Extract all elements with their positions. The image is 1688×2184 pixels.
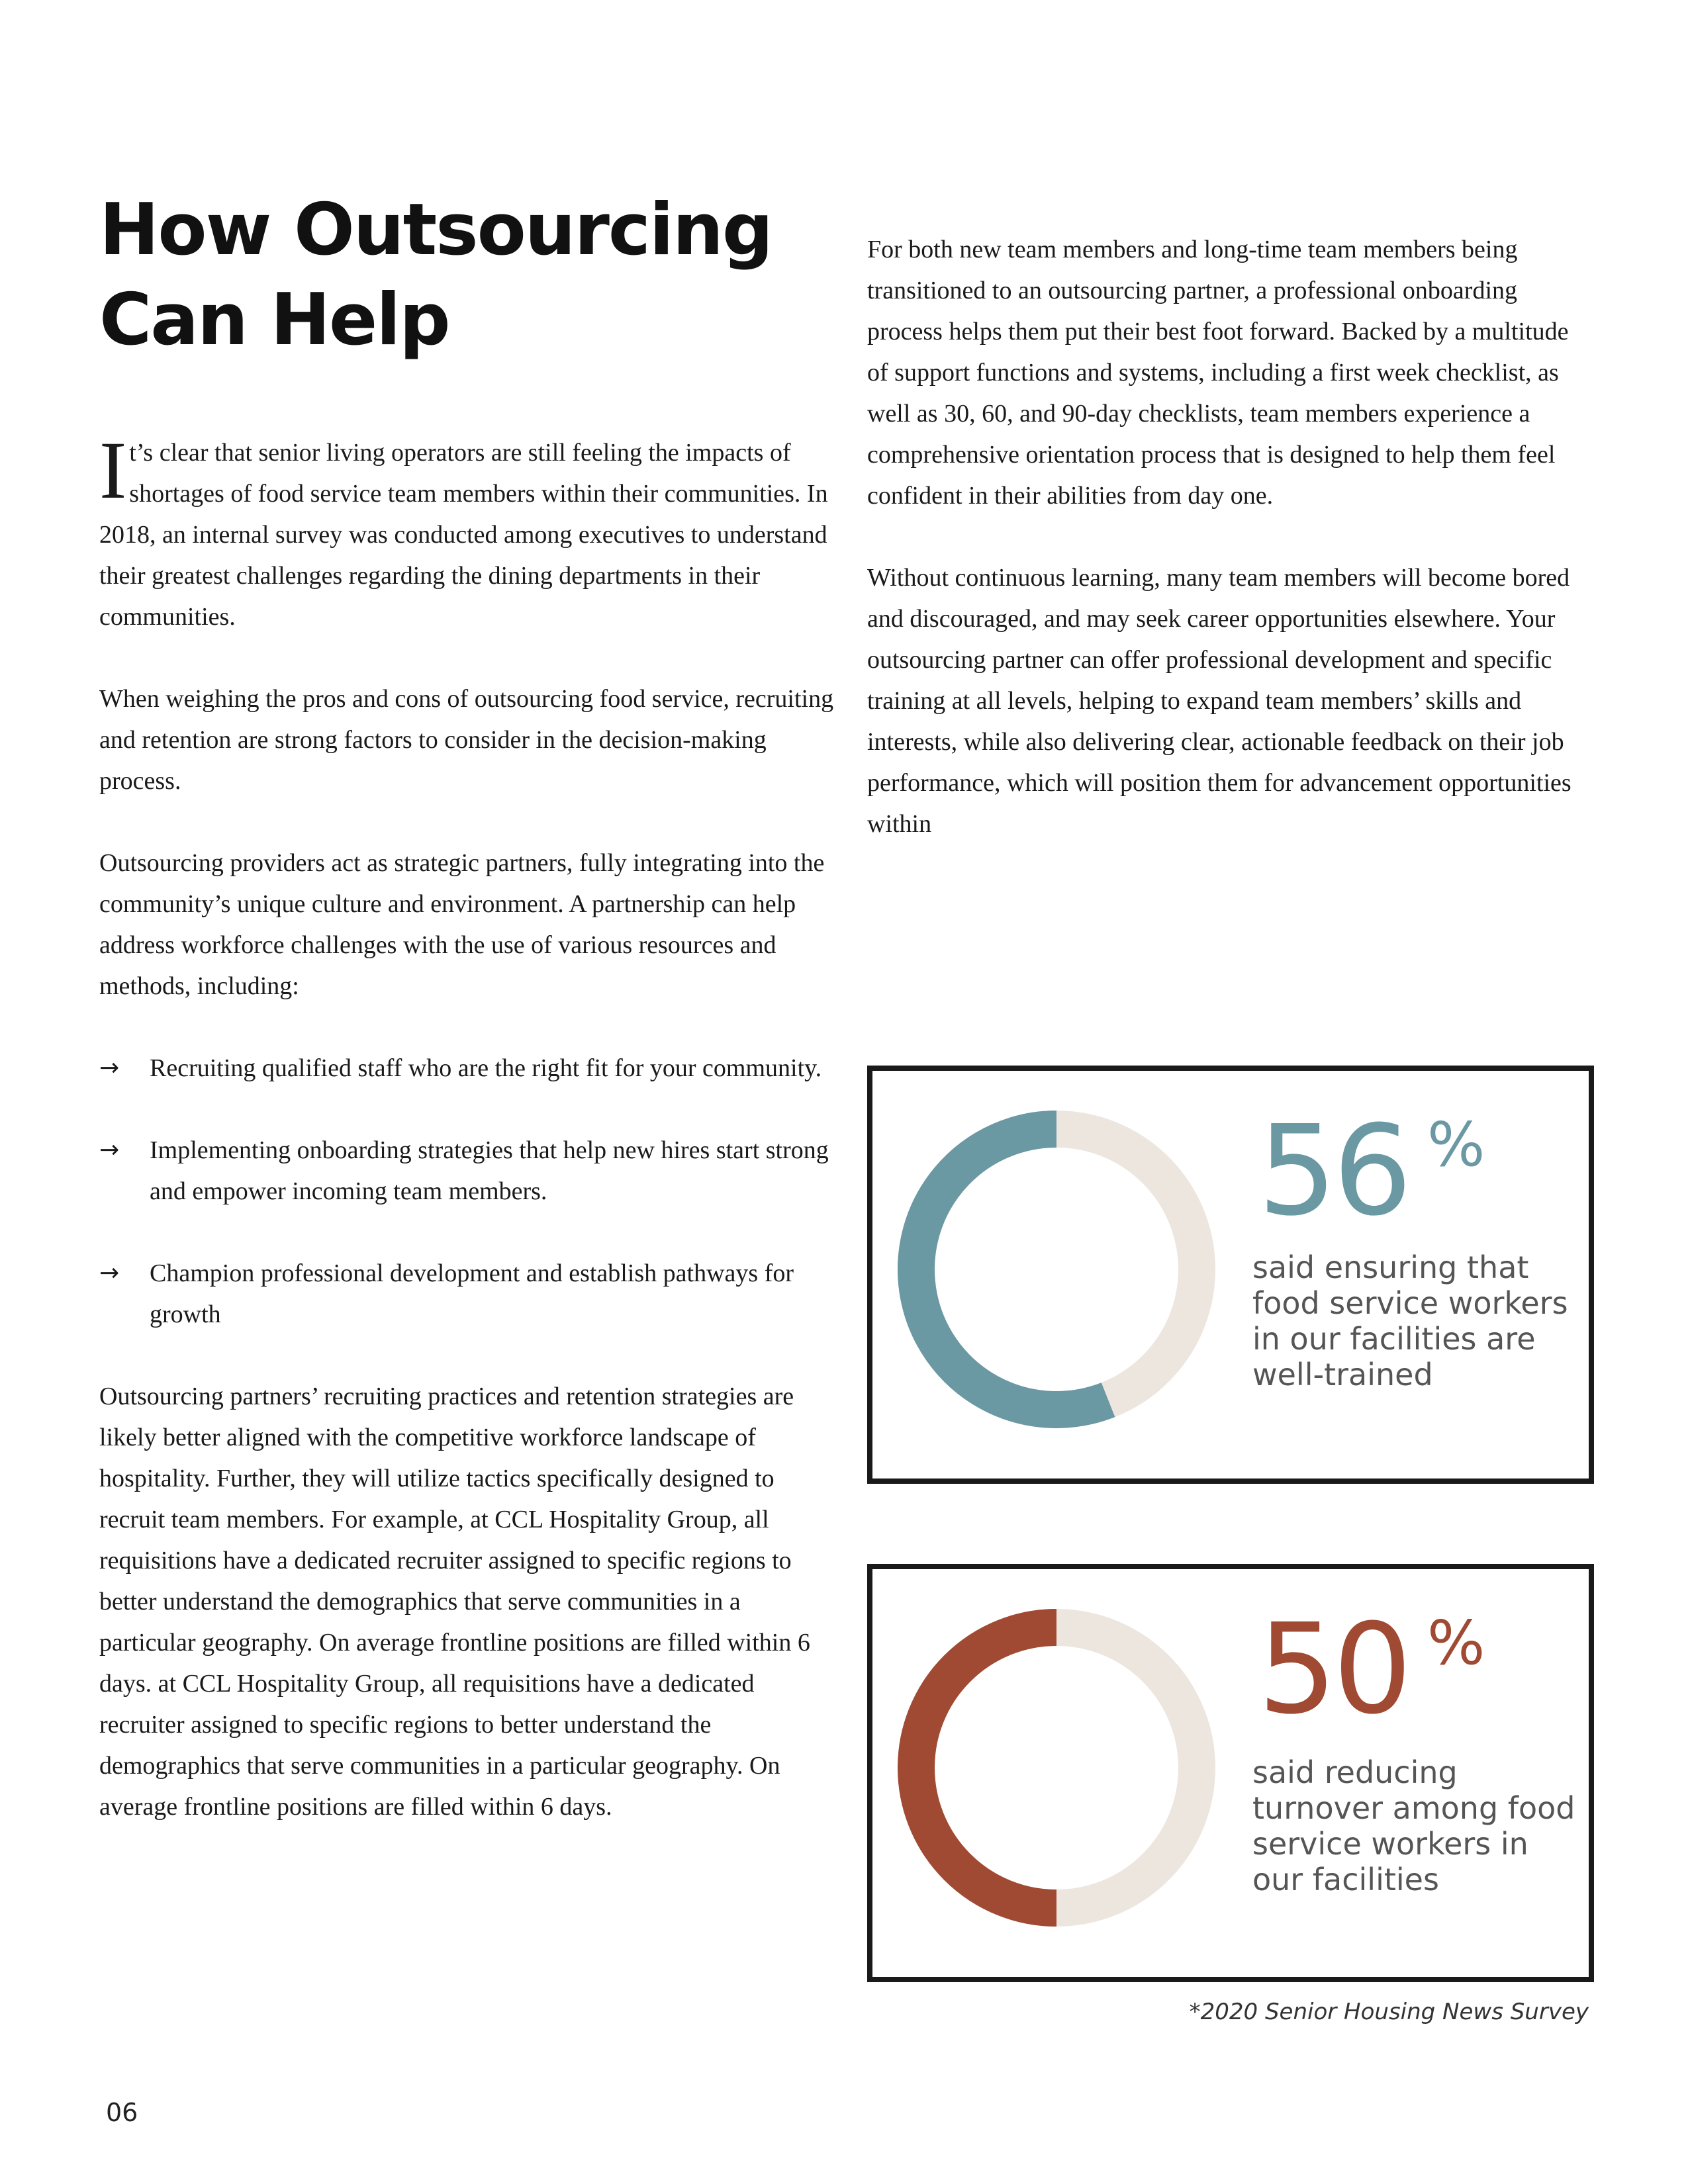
left-column [99,425,834,1868]
arrow-right-icon: → [99,1136,120,1163]
right-column [867,229,1595,886]
page-title [99,185,861,365]
page-title-line-1: How Outsourcing [99,189,773,271]
intro-text: t’s clear that senior living operators are still feeling the impacts of shortages of food service team members within their communities. In 2018, an internal survey was conducted among executives to understand their greatest challenges regarding the dining departments in their communities. [99,439,828,631]
source-note: *2020 Senior Housing News Survey [1189,1999,1589,2025]
stat-caption: said reducing turnover among food service workers in our facilities [1252,1754,1575,1897]
bullet-text: Champion professional development and establish pathways for growth [150,1259,794,1328]
stat-caption: said ensuring that food service workers in our facilities are well-trained [1252,1250,1568,1392]
stat-percent-sign: % [1427,1109,1485,1180]
arrow-right-icon: → [99,1054,120,1081]
stat-box-turnover [867,1564,1594,1982]
stat-number: 56 [1258,1099,1409,1244]
donut-arc-56 [916,1129,1108,1410]
paragraph-recruiting-practices: Outsourcing partners’ recruiting practices and retention strategies are likely better aligned with the competitive workforce landscape of hospitality. Further, they will utilize tactics specifically designed to recruit team members. For example, at CCL Hospitality Group, all requisitions have a dedicated recruiter assigned to specific regions to better understand the demographics that serve communities in a particular geography. On average frontline positions are filled within 6 days. at CCL Hospitality Group, all requisitions have a dedicated recruiter assigned to specific regions to better understand the demographics that serve communities in a particular geography. On average frontline positions are filled within 6 days. [99,1383,810,1821]
paragraph-pros-cons: When weighing the pros and cons of outsourcing food service, recruiting and retention are strong factors to consider in the decision-making process. [99,685,834,795]
stat-box-well-trained [867,1066,1594,1484]
drop-cap: I [99,425,127,516]
arrow-right-icon: → [99,1259,120,1287]
bullet-item-recruiting [99,1048,834,1089]
stat-number: 50 [1258,1597,1409,1742]
paragraph-continuous-learning: Without continuous learning, many team members will become bored and discouraged, and may seek career opportunities elsewhere. Your outsourcing partner can offer professional development and specific training at all levels, helping to expand team members’ skills and interests, while also delivering clear, actionable feedback on their job performance, which will position them for advancement opportunities within [867,564,1571,838]
intro-paragraph [99,425,834,637]
donut-chart-50 [898,1609,1215,1927]
bullet-item-development [99,1253,834,1335]
donut-arc-50 [916,1627,1056,1908]
bullet-item-onboarding [99,1130,834,1212]
stat-percent-sign: % [1427,1608,1485,1678]
paragraph-onboarding: For both new team members and long-time team members being transitioned to an outsourcing partner, a professional onboarding process helps them put their best foot forward. Backed by a multitude of support functions and systems, including a first week checklist, as well as 30, 60, and 90-day checklists, team members experience a comprehensive orientation process that is designed to help them feel confident in their abilities from day one. [867,236,1569,510]
page-title-line-2: Can Help [99,279,449,361]
donut-chart-56 [898,1111,1215,1428]
bullet-text: Recruiting qualified staff who are the right fit for your community. [150,1054,822,1082]
paragraph-strategic-partners: Outsourcing providers act as strategic partners, fully integrating into the community’s unique culture and environment. A partnership can help address workforce challenges with the use of various resources and methods, including: [99,849,825,1000]
bullet-text: Implementing onboarding strategies that help new hires start strong and empower incoming team members. [150,1136,829,1205]
page-number: 06 [106,2098,138,2127]
